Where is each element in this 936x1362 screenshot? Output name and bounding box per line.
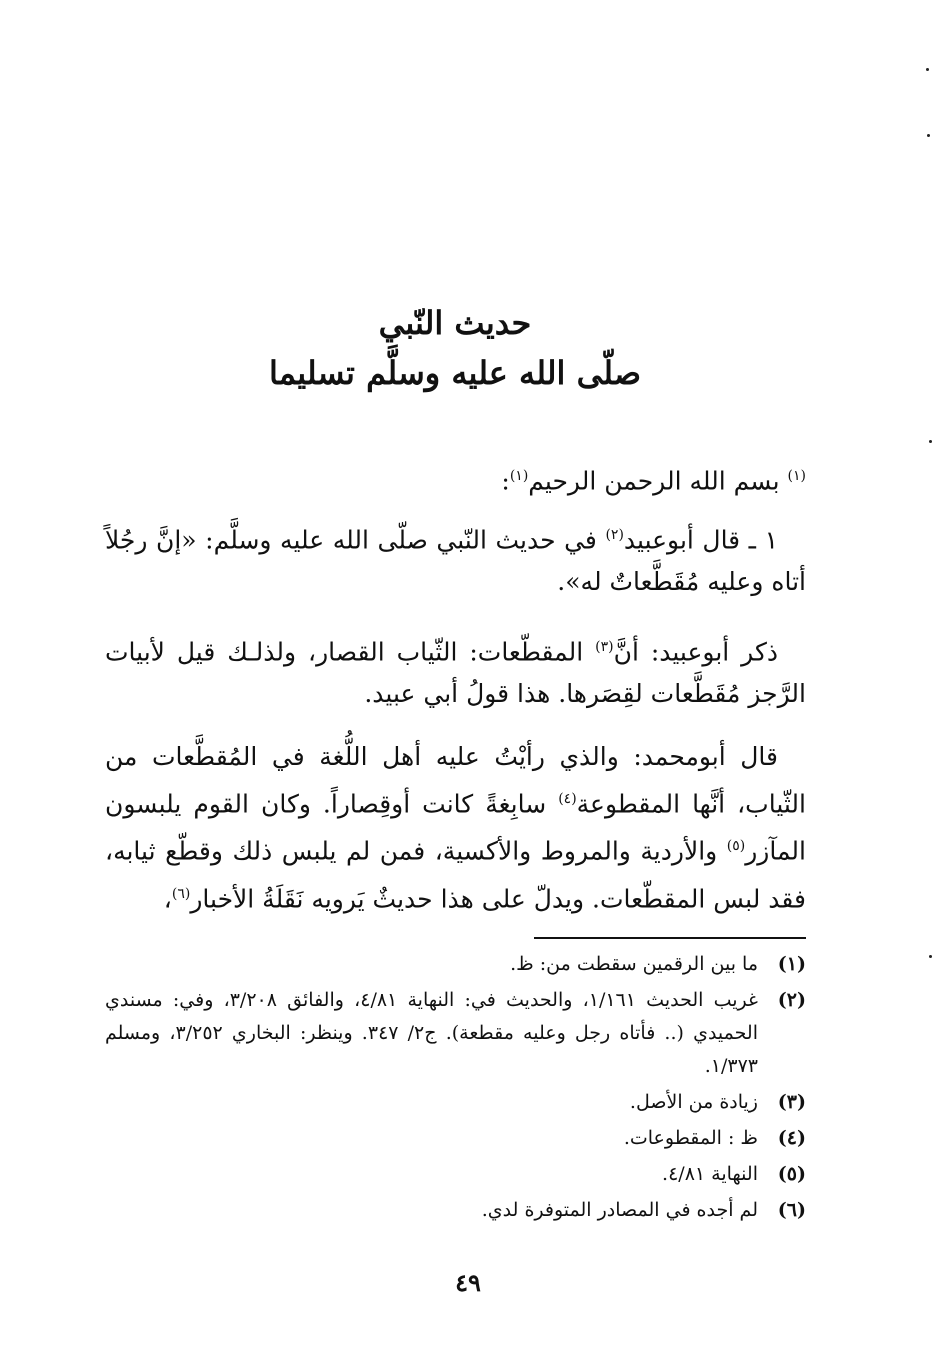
footnote-text: غريب الحديث ١/١٦١، والحديث في: النهاية ٤/٨١، والفائق ٣/٢٠٨، وفي: مسندي الحميدي (.. فأتاه رجل وعليه مقطعة). ج٢/ ٣٤٧. وينظر: البخاري ٣/٢٥٢، ومسلم ١/٣٧٣. bbox=[105, 989, 758, 1077]
basmala-line bbox=[501, 456, 806, 501]
footnote-item bbox=[105, 984, 806, 1083]
chapter-title bbox=[105, 298, 805, 398]
paragraph-2 bbox=[105, 626, 806, 715]
paragraph-1 bbox=[105, 514, 806, 603]
footnote-number: (٣) bbox=[777, 1091, 806, 1113]
basmala-tail: : bbox=[501, 466, 510, 496]
footnote-item bbox=[105, 1122, 806, 1155]
scan-speck bbox=[929, 955, 932, 958]
footnote-marker: (٤) bbox=[558, 791, 577, 807]
footnote-separator bbox=[534, 937, 806, 939]
paragraph-text: ١ ـ قال أبوعبيد bbox=[623, 525, 778, 555]
footnote-text: النهاية ٤/٨١. bbox=[662, 1163, 758, 1185]
footnote-marker: (٦) bbox=[171, 885, 191, 902]
footnote-number: (١) bbox=[777, 953, 806, 975]
footnote-text: ظ : المقطوعات. bbox=[623, 1127, 758, 1149]
footnote-marker: (٥) bbox=[726, 838, 746, 855]
footnote-item bbox=[105, 1086, 806, 1119]
paragraph-text: ، bbox=[163, 883, 172, 913]
paragraph-text: ذكر أبوعبيد: أنَّ bbox=[613, 637, 778, 667]
title-line-2: صلّى الله عليه وسلَّم تسليما bbox=[269, 354, 641, 392]
footnote-marker: (١) bbox=[787, 468, 806, 484]
footnote-marker: (١) bbox=[509, 468, 529, 484]
footnote-number: (٦) bbox=[777, 1199, 806, 1221]
footnote-number: (٢) bbox=[777, 989, 806, 1011]
title-line-1: حديث النّبي bbox=[378, 304, 532, 342]
paragraph-text: المقطّعات: الثّياب القصار، ولذلـك قيل لأبيات الرَّجز مُقَطَّعات لقِصَرها. هذا قولُ أبي عبيد. bbox=[105, 637, 806, 709]
scan-speck bbox=[927, 134, 930, 137]
paragraph-text: في حديث النّبي صلّى الله عليه وسلَّم: «إنَّ رجُلاً أتاه وعليه مُقَطَّعاتٌ له». bbox=[105, 525, 806, 597]
footnote-text: لم أجده في المصادر المتوفرة لدي. bbox=[481, 1199, 758, 1221]
footnote-marker: (٣) bbox=[595, 639, 614, 655]
footnote-item bbox=[105, 1194, 806, 1227]
paragraph-text: سابِغةً كانت أوقِصاراً. وكان القوم يلبسون المآزر bbox=[105, 789, 806, 866]
footnotes bbox=[105, 948, 806, 1230]
footnote-text: زيادة من الأصل. bbox=[629, 1091, 758, 1113]
footnote-number: (٤) bbox=[777, 1127, 806, 1149]
paragraph-text: والأردية والمروط والأكسية، فمن لم يلبس ذلك وقطّع ثيابه، فقد لبس المقطّعات. ويدلّ على هذا حديثٌ يَرويه نَقَلَةُ الأخبار bbox=[105, 836, 806, 913]
footnote-text: ما بين الرقمين سقطت من: ظ. bbox=[510, 953, 758, 975]
scan-speck bbox=[929, 440, 932, 443]
footnote-item bbox=[105, 948, 806, 981]
footnote-item bbox=[105, 1158, 806, 1191]
basmala-text: بسم الله الرحمن الرحيم bbox=[528, 466, 780, 496]
page-number: ٤٩ bbox=[455, 1268, 481, 1297]
footnote-number: (٥) bbox=[777, 1163, 806, 1185]
paragraph-3 bbox=[105, 736, 806, 920]
paragraph-text: قال أبومحمد: والذي رأيْتُ عليه أهل اللُّغة في المُقطَّعات من الثّياب، أنَّها المقطوعة bbox=[105, 742, 806, 819]
scan-speck bbox=[926, 68, 929, 71]
footnote-marker: (٢) bbox=[605, 527, 624, 543]
